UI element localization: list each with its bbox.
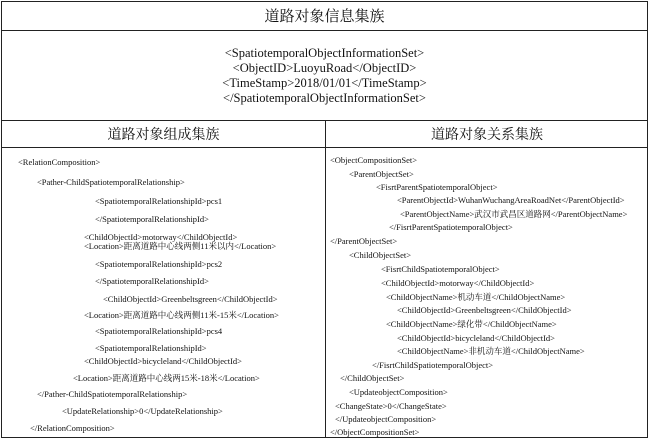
title-text: 道路对象信息集族 <box>264 9 385 25</box>
info-line: <SpatiotemporalObjectInformationSet> <box>224 45 425 60</box>
composition-header <box>1 121 326 148</box>
code-line: <ChildObjectId>Greenbeltsgreen</ChildObjectId> <box>397 305 572 315</box>
code-line: <SpatiotemporalRelationshipId>pcs4 <box>95 326 223 336</box>
info-line: <ObjectID>LuoyuRoad</ObjectID> <box>232 60 417 75</box>
code-line: <ChildObjectName>非机动车道</ChildObjectName> <box>397 346 585 356</box>
code-line: </Pather-ChildSpatiotemporalRelationship> <box>37 389 188 399</box>
object-information-set <box>1 31 648 121</box>
code-line: <FisrtChildSpatiotemporalObject> <box>381 264 500 274</box>
diagram-title <box>1 1 648 31</box>
code-line: <ChildObjectName>绿化带</ChildObjectName> <box>386 319 557 329</box>
code-line: </SpatiotemporalRelationshipId> <box>95 214 209 224</box>
column-divider <box>325 121 326 438</box>
code-line: <Location>距离道路中心线两15米-18米</Location> <box>73 373 260 383</box>
code-line: </FisrtParentSpatiotemporalObject> <box>389 222 513 232</box>
code-line: </RelationComposition> <box>30 423 115 433</box>
code-line: <ParentObjectName>武汉市武昌区道路网</ParentObjectName> <box>400 209 628 219</box>
info-line: </SpatiotemporalObjectInformationSet> <box>223 90 426 105</box>
code-line: <ObjectCompositionSet> <box>330 155 418 165</box>
code-line: <SpatiotemporalRelationshipId> <box>95 343 207 353</box>
code-line: <ChildObjectId>motorway</ChildObjectId> <box>84 232 238 242</box>
code-line: <SpatiotemporalRelationshipId>pcs2 <box>95 259 223 269</box>
code-line: <ChildObjectId>bicycleland</ChildObjectId> <box>84 356 242 366</box>
code-line: </FisrtChildSpatiotemporalObject> <box>372 360 494 370</box>
code-line: <Pather-ChildSpatiotemporalRelationship> <box>37 177 185 187</box>
code-line: <ChangeState>0</ChangeState> <box>335 401 447 411</box>
code-line: </ChildObjectSet> <box>340 373 405 383</box>
relationship-header <box>326 121 648 148</box>
code-line: <ParentObjectId>WuhanWuchangAreaRoadNet</ParentObjectId> <box>397 195 625 205</box>
code-line: </UpdateobjectComposition> <box>335 414 437 424</box>
relationship-header-text: 道路对象关系集族 <box>431 128 543 143</box>
code-line: </ParentObjectSet> <box>330 236 398 246</box>
code-line: </ObjectCompositionSet> <box>330 427 420 437</box>
code-line: <UpdateRelationship>0</UpdateRelationship> <box>62 406 223 416</box>
code-line: <RelationComposition> <box>18 157 101 167</box>
code-line: <ChildObjectId>bicycleland</ChildObjectId> <box>397 333 555 343</box>
composition-header-text: 道路对象组成集族 <box>107 128 220 143</box>
info-line: <TimeStamp>2018/01/01</TimeStamp> <box>222 75 427 90</box>
code-line: <ChildObjectSet> <box>349 250 411 260</box>
code-line: <ChildObjectName>机动车道</ChildObjectName> <box>386 292 566 302</box>
code-line: </SpatiotemporalRelationshipId> <box>95 276 209 286</box>
code-line: <FisrtParentSpatiotemporalObject> <box>376 182 498 192</box>
code-line: <Location>距离道路中心线两侧11米以内</Location> <box>84 241 277 251</box>
code-line: <ChildObjectId>motorway</ChildObjectId> <box>381 278 535 288</box>
code-line: <ChildObjectId>Greenbeltsgreen</ChildObjectId> <box>103 294 278 304</box>
code-line: <SpatiotemporalRelationshipId>pcs1 <box>95 196 223 206</box>
code-line: <Location>距离道路中心线两侧11米-15米</Location> <box>84 310 279 320</box>
code-line: <ParentObjectSet> <box>349 169 414 179</box>
code-line: <UpdateobjectComposition> <box>349 387 448 397</box>
